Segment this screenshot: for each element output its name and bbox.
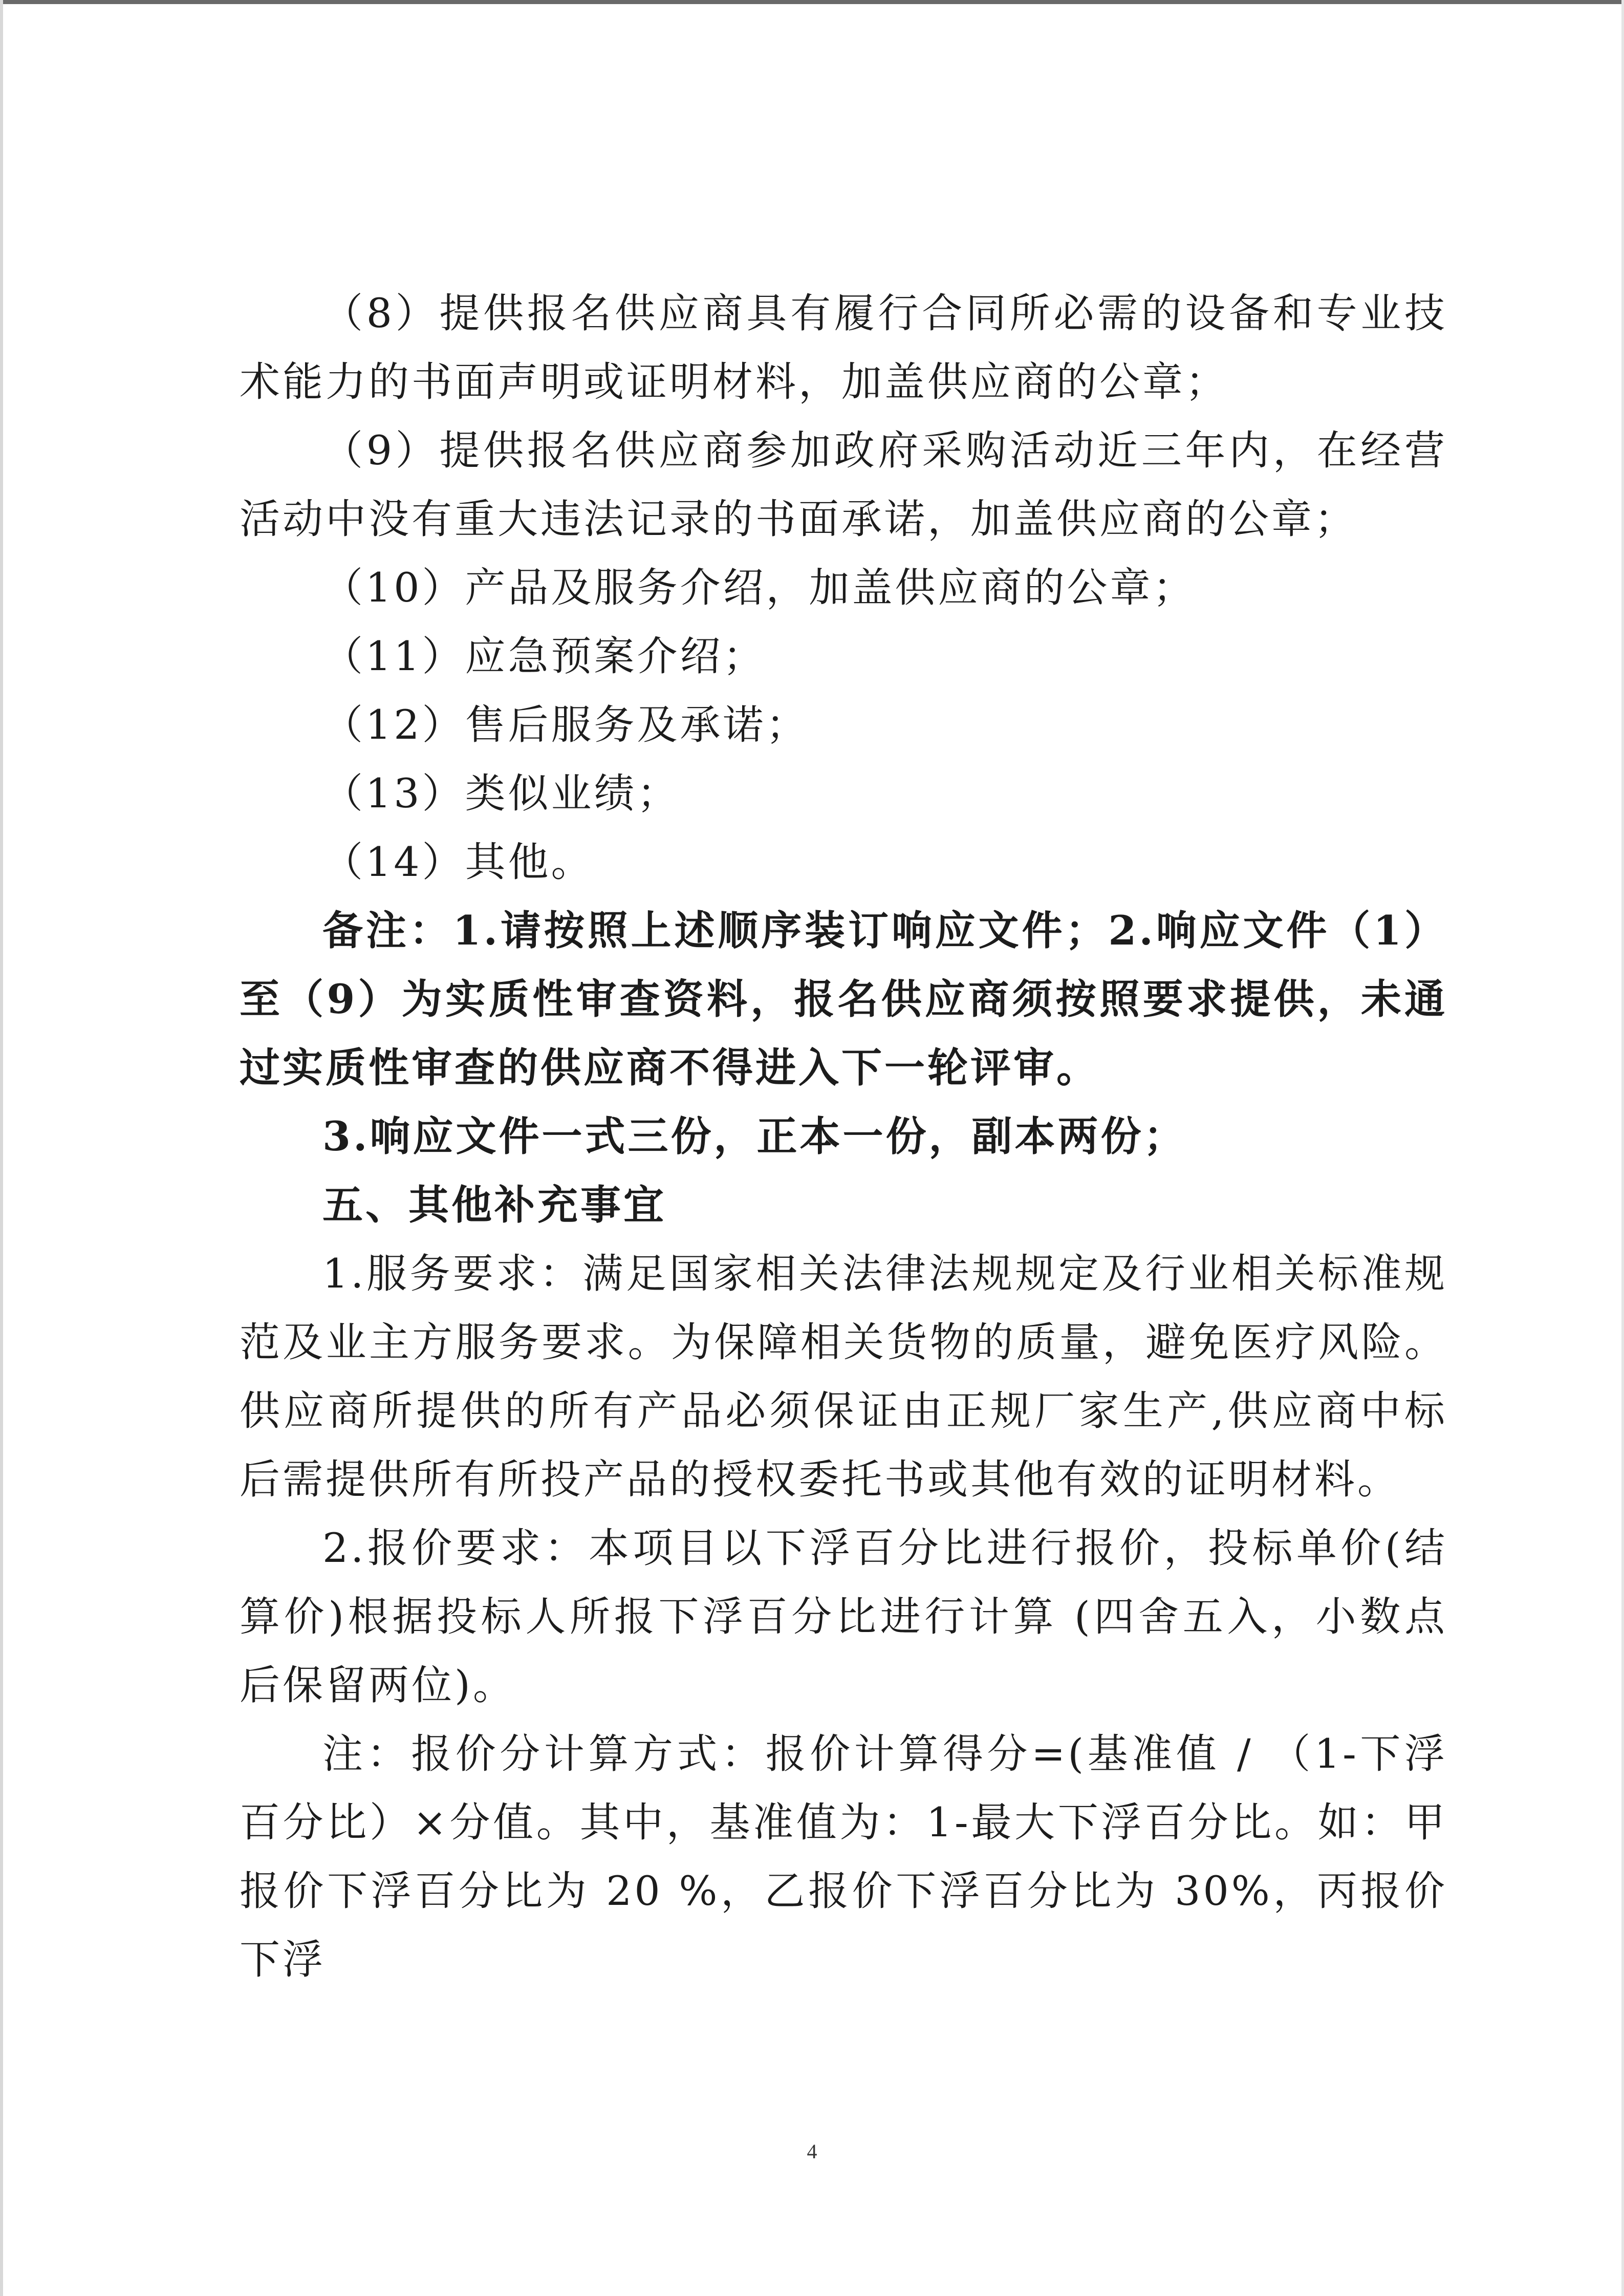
- service-requirement-paragraph: 1.服务要求：满足国家相关法律法规规定及行业相关标准规范及业主方服务要求。为保障相关货物的质量，避免医疗风险。供应商所提供的所有产品必须保证由正规厂家生产,供应商中标后需提供所有所投产品的授权委托书或其他有效的证明材料。: [240, 1250, 1447, 1503]
- scan-right-edge: [1621, 0, 1624, 2296]
- paragraph-item-14: （14）其他。: [322, 839, 594, 886]
- quote-requirement-paragraph: 2.报价要求：本项目以下浮百分比进行报价，投标单价(结算价)根据投标人所报下浮百分比进行计算 (四舍五入，小数点后保留两位)。: [240, 1525, 1447, 1709]
- scan-top-edge: [0, 0, 1624, 4]
- section-heading: 五、其他补充事宜: [322, 1181, 666, 1229]
- paragraph-item-13: （13）类似业绩；: [322, 770, 680, 817]
- remark-paragraph: 备注：1.请按照上述顺序装订响应文件；2.响应文件（1）至（9）为实质性审查资料，报名供应商须按照要求提供，未通过实质性审查的供应商不得进入下一轮评审。: [240, 907, 1447, 1091]
- paragraph-item-12: （12）售后服务及承诺；: [322, 701, 809, 748]
- paragraph-item-9: （9）提供报名供应商参加政府采购活动近三年内，在经营活动中没有重大违法记录的书面承诺，加盖供应商的公章；: [240, 427, 1447, 543]
- copies-paragraph: 3.响应文件一式三份，正本一份，副本两份；: [322, 1112, 1187, 1160]
- document-body: [240, 279, 1447, 1994]
- page-number: 4: [807, 2140, 817, 2163]
- note-paragraph: 注：报价分计算方式：报价计算得分=(基准值 / （1-下浮百分比）×分值。其中，基准值为：1-最大下浮百分比。如：甲报价下浮百分比为 20 %，乙报价下浮百分比为 30%，丙报价下浮: [240, 1730, 1447, 1983]
- paragraph-item-8: （8）提供报名供应商具有履行合同所必需的设备和专业技术能力的书面声明或证明材料，加盖供应商的公章；: [240, 290, 1447, 405]
- scan-left-edge: [0, 0, 3, 2296]
- paragraph-item-10: （10）产品及服务介绍，加盖供应商的公章；: [322, 564, 1196, 611]
- paragraph-item-11: （11）应急预案介绍；: [322, 633, 766, 680]
